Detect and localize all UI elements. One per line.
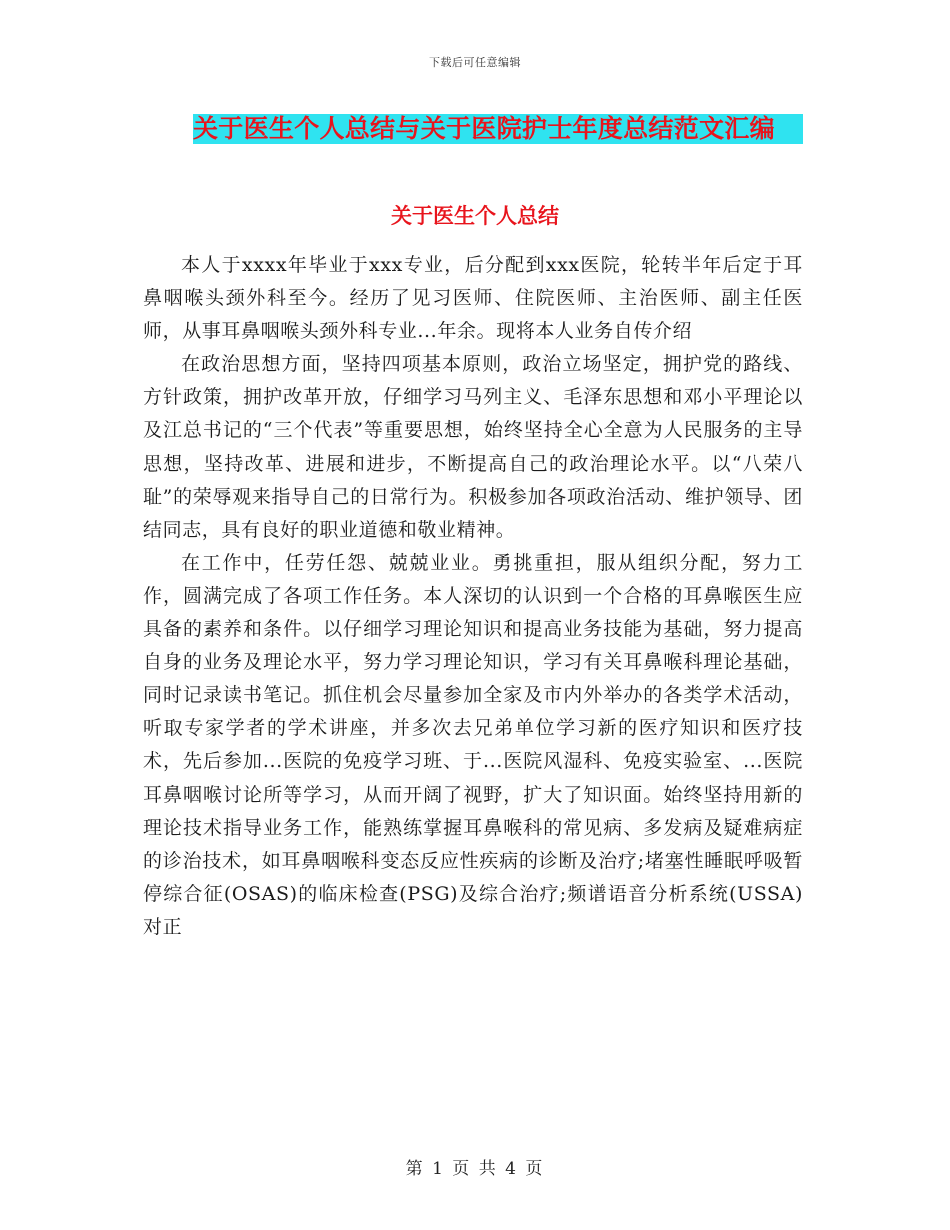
paragraph-intro: 本人于xxxx年毕业于xxx专业，后分配到xxx医院，轮转半年后定于耳鼻咽喉头颈外科至今。经历了见习医师、住院医师、主治医师、副主任医师，从事耳鼻咽喉头颈外科专业...年余。现将本人业务自传介绍 [143,254,803,343]
page-number: 第 1 页 共 4 页 [405,1159,545,1179]
paragraph-politics: 在政治思想方面，坚持四项基本原则，政治立场坚定，拥护党的路线、方针政策，拥护改革开放，仔细学习马列主义、毛泽东思想和邓小平理论以及江总书记的“三个代表”等重要思想，始终坚持全心全意为人民服务的主导思想，坚持改革、进展和进步，不断提高自己的政治理论水平。以“八荣八耻”的荣辱观来指导自己的日常行为。积极参加各项政治活动、维护领导、团结同志，具有良好的职业道德和敬业精神。 [143,353,803,541]
page-header-note: 下载后可任意编辑 [429,56,521,69]
document-title: 关于医生个人总结与关于医院护士年度总结范文汇编 [193,114,803,144]
paragraph-work: 在工作中，任劳任怨、兢兢业业。勇挑重担，服从组织分配，努力工作，圆满完成了各项工作任务。本人深切的认识到一个合格的耳鼻喉医生应具备的素养和条件。以仔细学习理论知识和提高业务技能为基础，努力提高自身的业务及理论水平，努力学习理论知识，学习有关耳鼻喉科理论基础，同时记录读书笔记。抓住机会尽量参加全家及市内外举办的各类学术活动，听取专家学者的学术讲座，并多次去兄弟单位学习新的医疗知识和医疗技术，先后参加...医院的免疫学习班、于...医院风湿科、免疫实验室、...医院耳鼻咽喉讨论所等学习，从而开阔了视野，扩大了知识面。始终坚持用新的理论技术指导业务工作，能熟练掌握耳鼻喉科的常见病、多发病及疑难病症的诊治技术，如耳鼻咽喉科变态反应性疾病的诊断及治疗;堵塞性睡眠呼吸暂停综合征(OSAS)的临床检查(PSG)及综合治疗;频谱语音分析系统(USSA)对正 [143,551,803,938]
section-title: 关于医生个人总结 [391,203,559,228]
body-text [143,249,803,944]
